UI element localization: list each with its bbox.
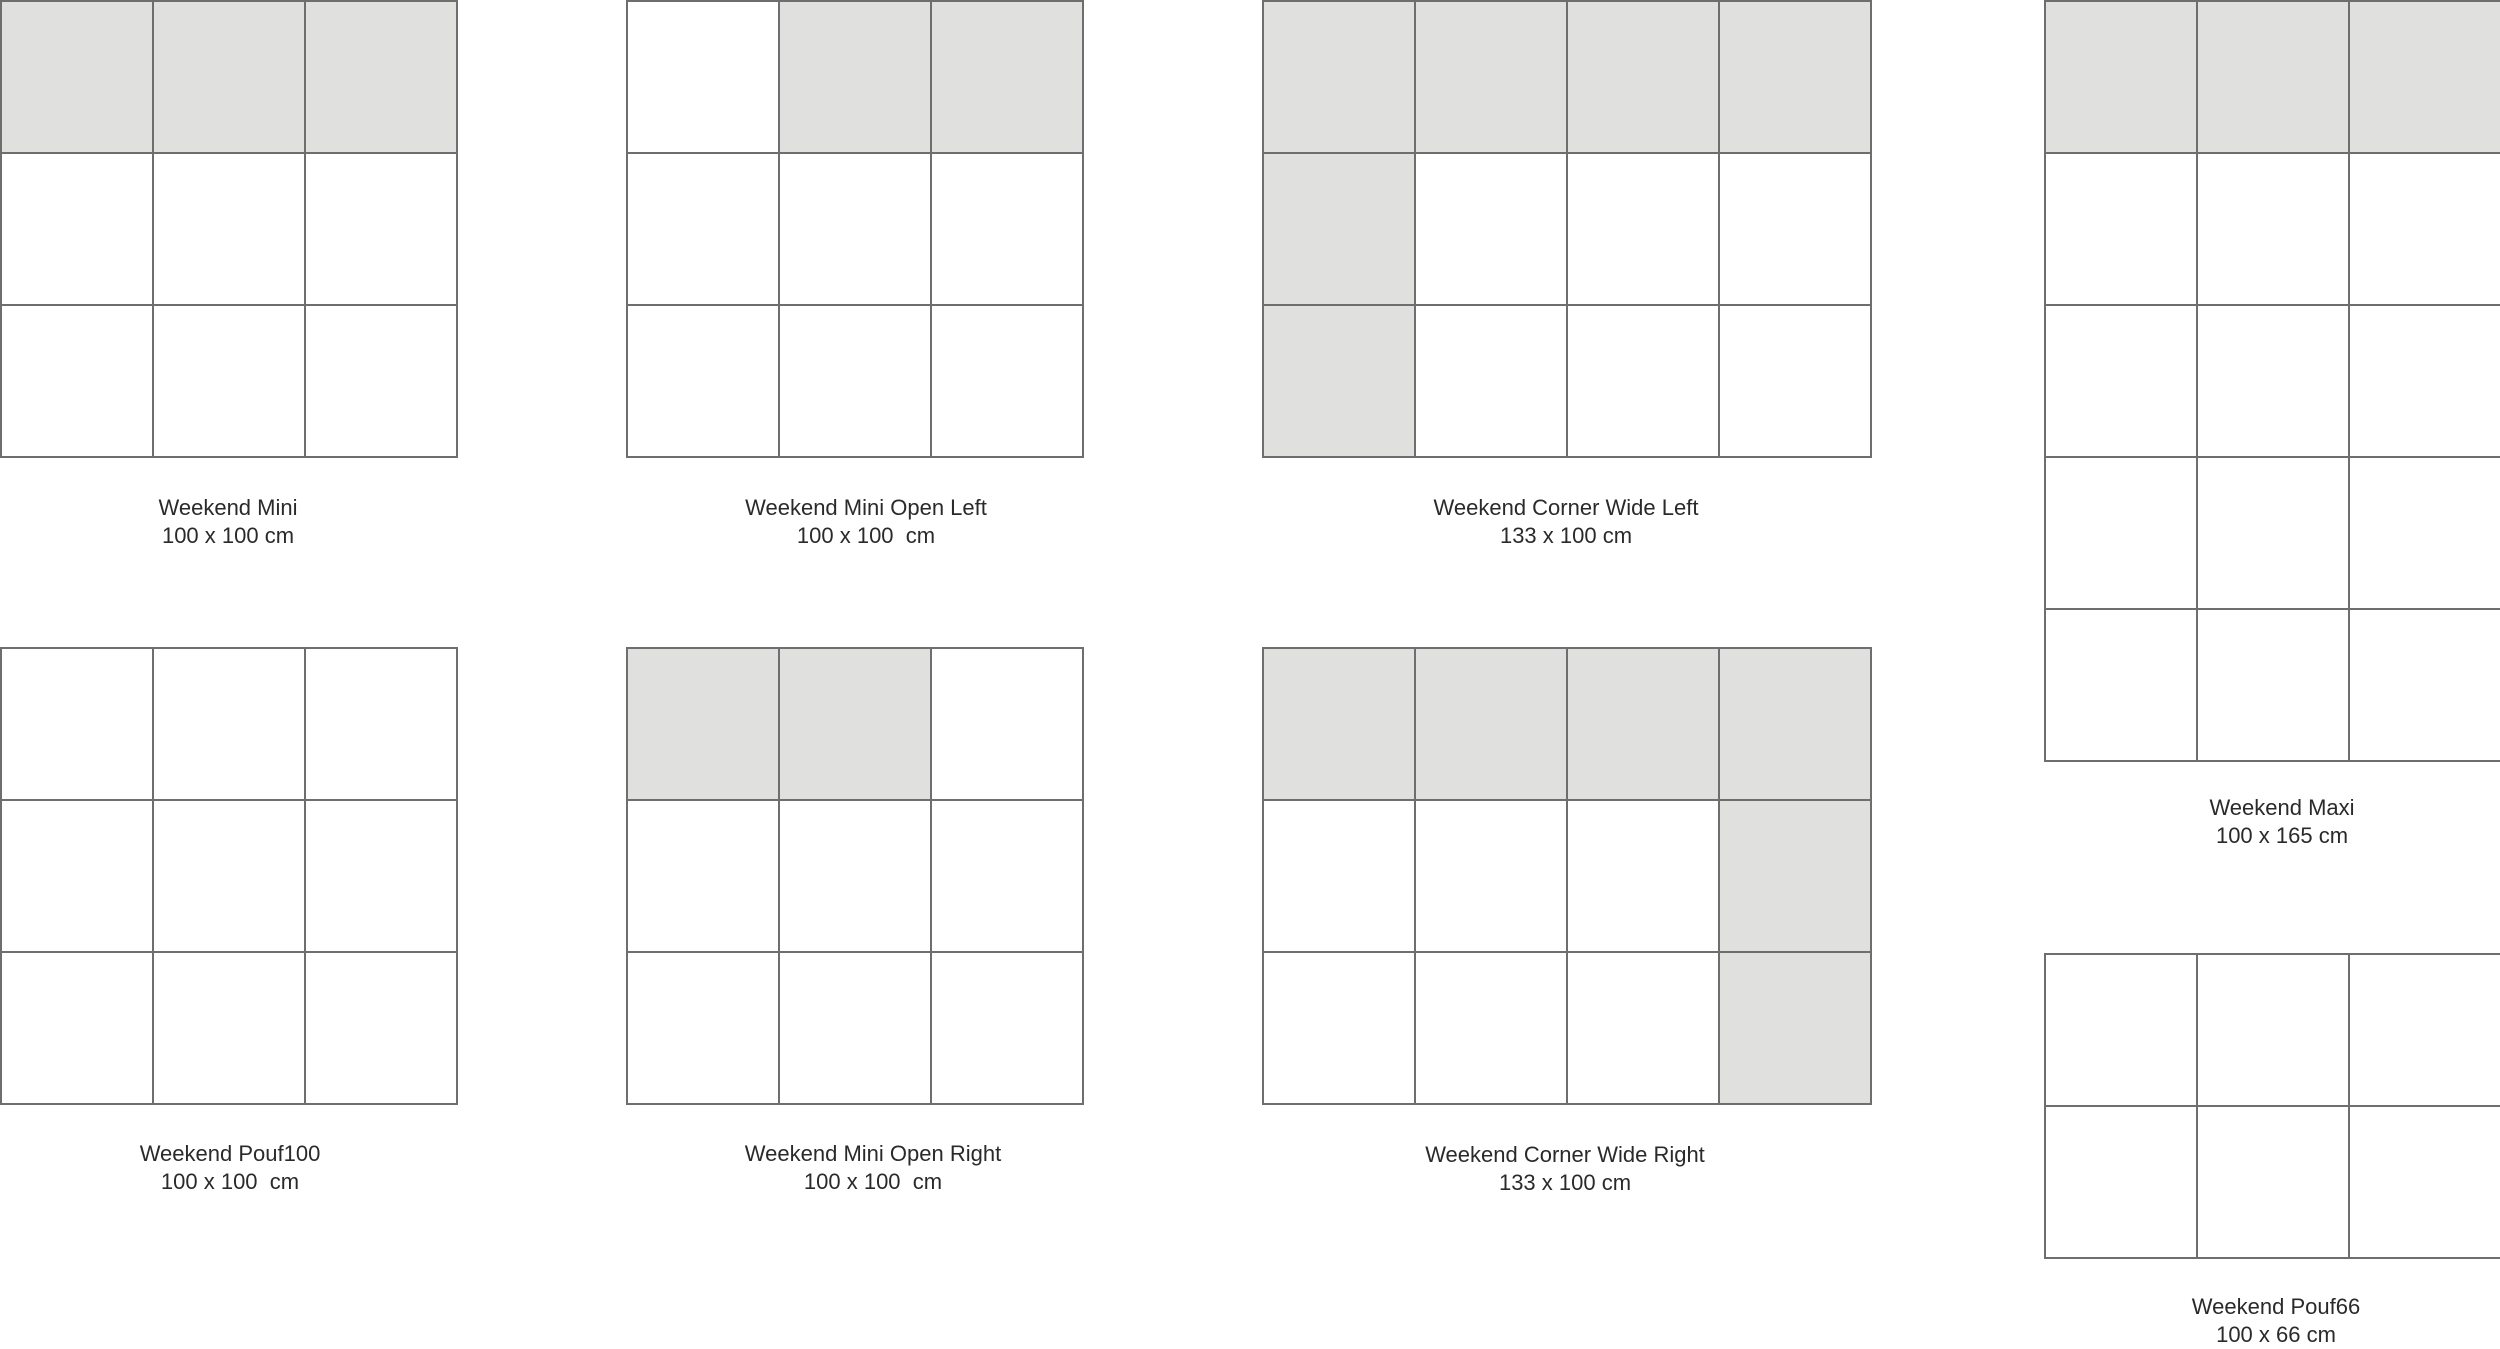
filled-cell <box>628 649 780 801</box>
module-grid <box>2044 953 2500 1259</box>
empty-cell <box>2046 1107 2198 1259</box>
module-name: Weekend Pouf66 <box>2191 1294 2361 1319</box>
module-grid <box>626 647 1084 1105</box>
empty-cell <box>2046 154 2198 306</box>
module-grid <box>626 0 1084 458</box>
empty-cell <box>2198 955 2350 1107</box>
filled-cell <box>2 2 154 154</box>
empty-cell <box>628 801 780 953</box>
empty-cell <box>2198 154 2350 306</box>
empty-cell <box>2198 1107 2350 1259</box>
empty-cell <box>2198 610 2350 762</box>
empty-cell <box>1264 801 1416 953</box>
module-size: 100 x 100 cm <box>796 523 936 548</box>
empty-cell <box>2350 955 2500 1107</box>
filled-cell <box>1264 649 1416 801</box>
empty-cell <box>628 2 780 154</box>
filled-cell <box>1264 2 1416 154</box>
empty-cell <box>2350 458 2500 610</box>
empty-cell <box>932 649 1084 801</box>
empty-cell <box>932 306 1084 458</box>
filled-cell <box>1264 306 1416 458</box>
filled-cell <box>1416 649 1568 801</box>
filled-cell <box>1264 154 1416 306</box>
module-caption <box>1336 494 1796 550</box>
module-size: 133 x 100 cm <box>1499 523 1633 548</box>
module-name: Weekend Maxi <box>2209 795 2355 820</box>
empty-cell <box>306 154 458 306</box>
empty-cell <box>1568 953 1720 1105</box>
module-grid <box>1262 647 1872 1105</box>
module-size: 100 x 100 cm <box>803 1169 943 1194</box>
empty-cell <box>154 801 306 953</box>
filled-cell <box>1568 2 1720 154</box>
empty-cell <box>2350 610 2500 762</box>
empty-cell <box>1568 306 1720 458</box>
empty-cell <box>2350 1107 2500 1259</box>
empty-cell <box>2 801 154 953</box>
module-grid <box>1262 0 1872 458</box>
empty-cell <box>628 953 780 1105</box>
empty-cell <box>2046 458 2198 610</box>
module-grid <box>0 647 458 1105</box>
module-caption <box>643 1140 1103 1196</box>
empty-cell <box>1720 154 1872 306</box>
filled-cell <box>2350 2 2500 154</box>
empty-cell <box>2 154 154 306</box>
empty-cell <box>306 649 458 801</box>
empty-cell <box>306 801 458 953</box>
empty-cell <box>780 801 932 953</box>
empty-cell <box>2 649 154 801</box>
filled-cell <box>1720 649 1872 801</box>
empty-cell <box>2350 306 2500 458</box>
module-size: 100 x 165 cm <box>2215 823 2349 848</box>
filled-cell <box>2198 2 2350 154</box>
empty-cell <box>780 154 932 306</box>
empty-cell <box>1568 801 1720 953</box>
filled-cell <box>1416 2 1568 154</box>
empty-cell <box>628 306 780 458</box>
empty-cell <box>1568 154 1720 306</box>
empty-cell <box>2046 610 2198 762</box>
empty-cell <box>628 154 780 306</box>
filled-cell <box>2046 2 2198 154</box>
module-caption <box>2040 1293 2500 1349</box>
module-name: Weekend Corner Wide Right <box>1425 1142 1705 1167</box>
empty-cell <box>154 306 306 458</box>
empty-cell <box>2 306 154 458</box>
empty-cell <box>2046 306 2198 458</box>
module-size: 100 x 100 cm <box>160 1169 300 1194</box>
filled-cell <box>154 2 306 154</box>
empty-cell <box>1416 306 1568 458</box>
empty-cell <box>1720 306 1872 458</box>
module-name: Weekend Mini <box>158 495 298 520</box>
filled-cell <box>932 2 1084 154</box>
module-name: Weekend Corner Wide Left <box>1433 495 1699 520</box>
empty-cell <box>154 953 306 1105</box>
empty-cell <box>780 953 932 1105</box>
empty-cell <box>2350 154 2500 306</box>
module-size: 133 x 100 cm <box>1498 1170 1632 1195</box>
module-caption <box>1335 1141 1795 1197</box>
module-caption <box>0 1140 460 1196</box>
empty-cell <box>154 154 306 306</box>
filled-cell <box>780 2 932 154</box>
empty-cell <box>780 306 932 458</box>
filled-cell <box>306 2 458 154</box>
empty-cell <box>932 154 1084 306</box>
module-size: 100 x 66 cm <box>2216 1322 2336 1347</box>
module-caption <box>636 494 1096 550</box>
filled-cell <box>1720 953 1872 1105</box>
module-grid <box>2044 0 2500 762</box>
filled-cell <box>780 649 932 801</box>
empty-cell <box>306 953 458 1105</box>
module-name: Weekend Pouf100 <box>139 1141 321 1166</box>
empty-cell <box>1264 953 1416 1105</box>
filled-cell <box>1720 2 1872 154</box>
module-grid <box>0 0 458 458</box>
empty-cell <box>1416 801 1568 953</box>
empty-cell <box>2198 306 2350 458</box>
module-caption <box>0 494 458 550</box>
module-name: Weekend Mini Open Right <box>744 1141 1002 1166</box>
module-caption <box>2040 794 2500 850</box>
empty-cell <box>1416 154 1568 306</box>
module-name: Weekend Mini Open Left <box>745 495 987 520</box>
filled-cell <box>1720 801 1872 953</box>
empty-cell <box>932 953 1084 1105</box>
empty-cell <box>2198 458 2350 610</box>
empty-cell <box>2046 955 2198 1107</box>
empty-cell <box>932 801 1084 953</box>
empty-cell <box>154 649 306 801</box>
empty-cell <box>2 953 154 1105</box>
empty-cell <box>306 306 458 458</box>
empty-cell <box>1416 953 1568 1105</box>
module-size: 100 x 100 cm <box>161 523 295 548</box>
filled-cell <box>1568 649 1720 801</box>
